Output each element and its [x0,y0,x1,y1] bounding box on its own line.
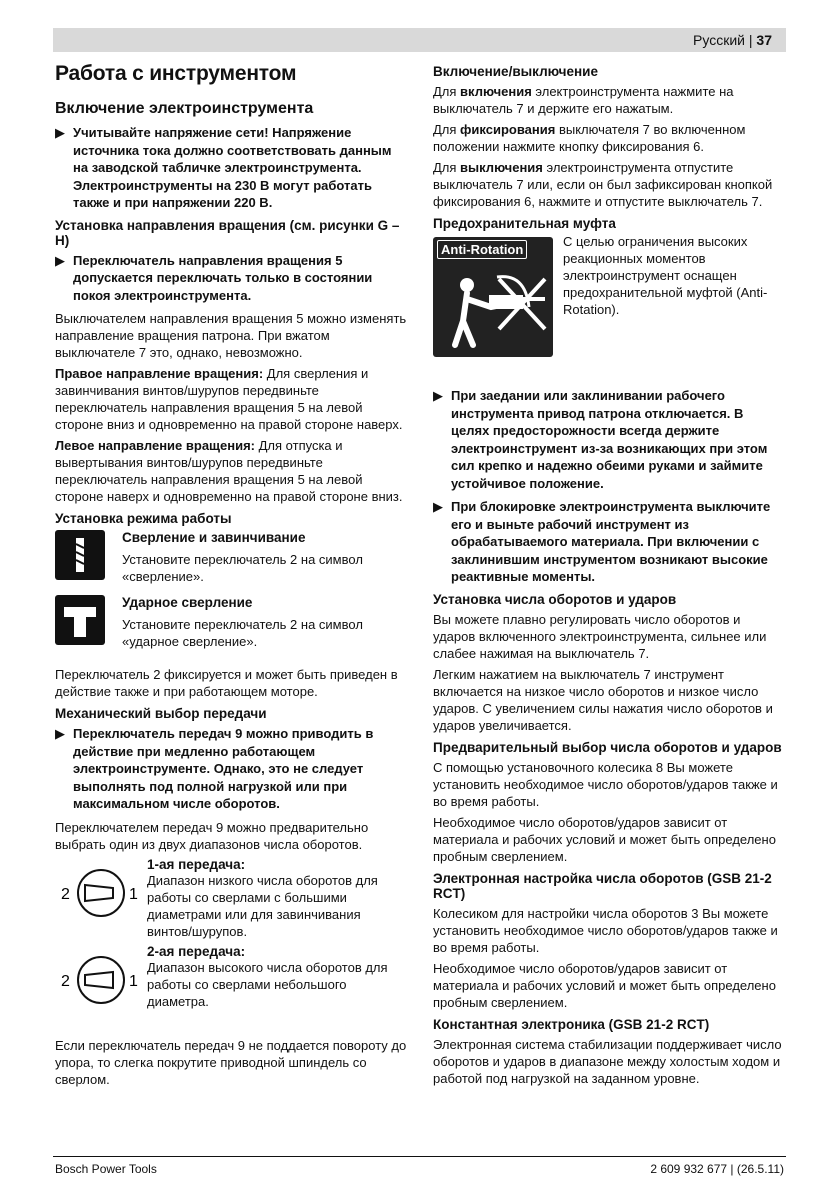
gear1-text: Диапазон низкого числа оборотов для работы со сверлами с большими диаметрами или для завинчивания винтов/шурупов. [147,872,378,939]
heading-gear: Механический выбор передачи [55,706,267,721]
footer-code: 2 609 932 677 | (26.5.11) [650,1162,784,1176]
footer-divider [53,1156,786,1157]
svg-text:2: 2 [61,885,70,903]
paragraph-right-direction: Правое направление вращения: Для сверления и завинчивания винтов/шурупов передвиньте переключатель направления вращения 5 на левой стороне вниз и одновременно на правой стороне наверх. [55,366,403,432]
arrow-icon: ▶ [55,252,65,268]
paragraph-elec2: Необходимое число оборотов/ударов зависит от материала и рабочих условий и может быть определено пробным сверлением. [433,960,776,1010]
mode-drilling [55,530,407,585]
warning-block: ▶ При блокировке электроинструмента выключите его и выньте рабочий инструмент из обрабатываемого материала. При включении с заклинившим инструментом возникают высокие реактивные моменты. [433,499,771,584]
heading-direction: Установка направления вращения (см. рисунки G – H) [55,217,400,248]
paragraph-preset2: Необходимое число оборотов/ударов зависит от материала и рабочих условий и может быть определено пробным сверлением. [433,814,776,864]
mode1-text: Установите переключатель 2 на символ «сверление». [122,552,363,584]
drill-bit-icon [55,530,105,580]
anti-rotation-label: Anti-Rotation [437,240,527,259]
gear-dial-2 [55,944,147,1011]
paragraph-constant: Электронная система стабилизации поддерживает число оборотов и ударов в диапазоне между холостым ходом и работой под нагрузкой на заданном уровне. [433,1036,782,1086]
mode-impact [55,595,407,650]
mode2-title: Ударное сверление [122,595,253,610]
paragraph-left-direction: Левое направление вращения: Для отпуска и вывертывания винтов/шурупов передвиньте переключатель направления вращения 5 на левой стороне наверх и одновременно на правой стороне вниз. [55,438,403,504]
heading-electronic: Электронная настройка числа оборотов (GSB 21-2 RCT) [433,870,772,901]
clutch-text: С целью ограничения высоких реакционных моментов электроинструмент оснащен предохранительной муфтой (Anti-Rotation). [563,234,768,317]
gear1-title: 1-ая передача: [147,856,246,872]
gear2-text: Диапазон высокого числа оборотов для работы со сверлами небольшого диаметра. [147,959,388,1009]
paragraph-preset1: С помощью установочного колесика 8 Вы можете установить необходимое число оборотов/ударов также и во время работы. [433,759,778,809]
paragraph-gear-end: Если переключатель передач 9 не поддается повороту до упора, то слегка покрутите приводной шпиндель со сверлом. [55,1037,407,1087]
warning-jam: ▶ При заедании или заклинивании рабочего инструмента привод патрона отключается. В целях предосторожности всегда держите электроинструмент из-за возникающих при этом сил крепко и надежно обеими руками и займите устойчивое положение. [433,388,768,491]
paragraph-switch: Переключатель 2 фиксируется и может быть приведен в действие также и при работающем моторе. [55,667,398,699]
gear-2 [55,944,407,1011]
arrow-icon: ▶ [55,726,65,741]
paragraph-speed2: Легким нажатием на выключатель 7 инструмент включается на низкое число оборотов и низкое число ударов. С увеличением силы нажатия число оборотов и ударов увеличивается. [433,666,773,733]
heading-mode: Установка режима работы [55,511,232,526]
page-title: Работа с инструментом [55,62,297,85]
paragraph-speed1: Вы можете плавно регулировать число оборотов и ударов включенного электроинструмента, сильнее или слабее нажимая на выключатель 7. [433,611,767,661]
right-column [433,62,785,1091]
gear2-title: 2-ая передача: [147,943,246,959]
warning-gear: ▶ Переключатель передач 9 можно приводить в действие при медленно работающем электроинструменте. Однако, это не следует выполнять под полной нагрузкой или при максимальном числе оборотов. [55,726,374,811]
page-header: Русский | 37 [693,32,772,48]
svg-text:2: 2 [61,972,70,990]
heading-speed: Установка числа оборотов и ударов [433,591,677,607]
mode2-text: Установите переключатель 2 на символ «ударное сверление». [122,617,363,649]
gear-1 [55,857,407,940]
warning-voltage: ▶ Учитывайте напряжение сети! Напряжение источника тока должно соответствовать данным на заводской табличке электроинструмента. Электроинструменты на 230 В могут работать также и при напряжении 220 В. [55,125,392,210]
page-number: 37 [756,32,772,48]
mode1-title: Сверление и завинчивание [122,530,306,545]
svg-text:1: 1 [129,885,138,903]
header-bar [53,28,786,52]
language-label: Русский [693,32,745,48]
arrow-icon: ▶ [55,125,65,140]
arrow-icon: ▶ [433,499,443,514]
gear-dial-1 [55,857,147,940]
paragraph-gear: Переключателем передач 9 можно предварительно выбрать один из двух диапазонов числа оборотов. [55,819,369,852]
left-column [55,62,407,1092]
paragraph-fix: Для фиксирования выключателя 7 во включенном положении нажмите кнопку фиксирования 6. [433,122,746,154]
heading-constant: Константная электроника (GSB 21-2 RCT) [433,1016,710,1032]
anti-rotation-icon [433,237,553,357]
paragraph-direction: Выключателем направления вращения 5 можно изменять направление вращения патрона. При вжатом выключателе 7 это, однако, невозможно. [55,311,407,360]
heading-onoff: Включение/выключение [433,64,598,79]
hammer-icon [55,595,105,645]
paragraph-on: Для включения электроинструмента нажмите на выключатель 7 и держите его нажатым. [433,84,734,116]
paragraph-off: Для выключения электроинструмента отпустите выключатель 7 или, если он был зафиксирован кнопкой фиксирования 6, нажмите и отпустите выключатель 7. [433,160,773,209]
warning-direction: ▶ Переключатель направления вращения 5 допускается переключать только в состоянии покоя электроинструмента. [55,252,373,303]
heading-clutch: Предохранительная муфта [433,216,616,231]
paragraph-elec1: Колесиком для настройки числа оборотов 3 Вы можете установить необходимое число оборотов/ударов также и во время работы. [433,905,778,955]
heading-preset: Предварительный выбор числа оборотов и ударов [433,739,782,755]
footer-brand: Bosch Power Tools [55,1162,157,1176]
arrow-icon: ▶ [433,388,443,403]
anti-rotation-block [433,234,785,357]
section-power-on: Включение электроинструмента [55,100,314,117]
svg-text:1: 1 [129,972,138,990]
